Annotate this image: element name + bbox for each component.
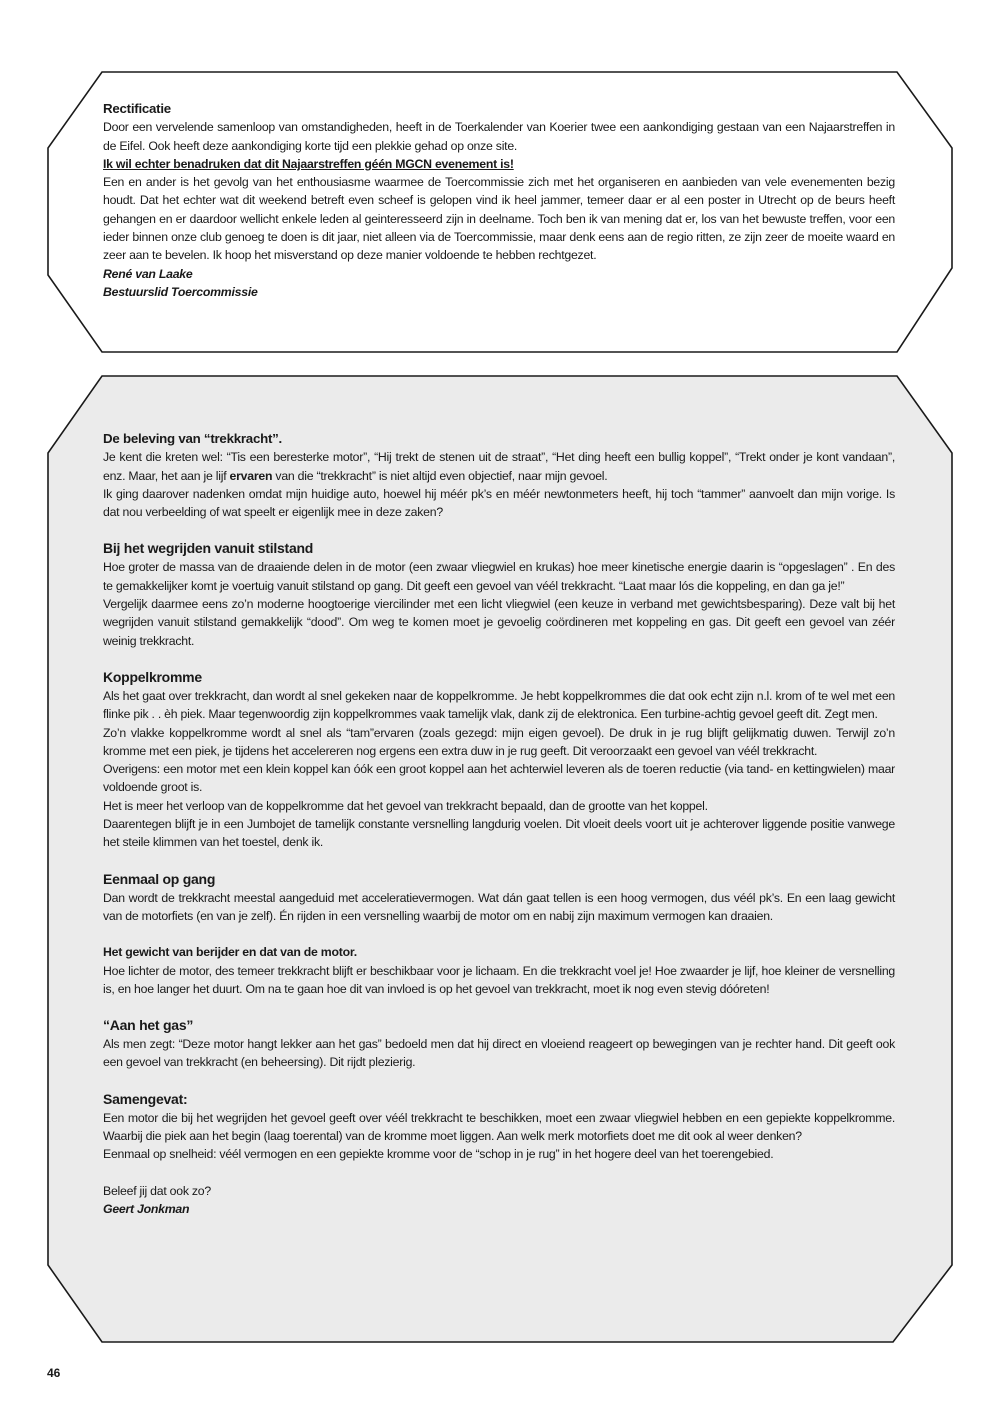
section-title-koppelkromme: Koppelkromme — [103, 668, 202, 685]
section-koppelkromme-p4: Het is meer het verloop van de koppelkromme dat het gevoel van trekkracht bepaald, dan de grootte van het koppel. — [103, 798, 708, 813]
rectificatie-title: Rectificatie — [103, 101, 171, 116]
rectificatie-paragraph-1: Door een vervelende samenloop van omstandigheden, heeft in de Toerkalender van Koerier twee een aankondiging gestaan van een Najaarstreffen in de Eifel. Ook heeft deze aankondiging korte tijd een plekkie gehad op onze site. — [103, 120, 895, 153]
article-intro-2: Ik ging daarover nadenken omdat mijn huidige auto, hoewel hij méér pk’s en méér newtonmeters heeft, hij toch “tammer” aanvoelt dan mijn vorige. Is dat nou verbeelding of wat speelt er eigenlijk mee in deze zaken? — [103, 486, 895, 520]
section-samengevat-p2: Eenmaal op snelheid: véél vermogen en een gepiekte kromme voor de “schop in je rug” in het hogere deel van het toerengebied. — [103, 1147, 774, 1162]
section-title-gewicht: Het gewicht van berijder en dat van de motor. — [103, 945, 357, 960]
intro-text-a: Je kent die kreten wel: “Tis een beresterke motor”, “Hij trekt de stenen uit de straat”, “Het ding heeft een bullig koppel”, “Trekt onder je kont vandaan”, enz. Maar, het aan je lijf — [103, 450, 895, 483]
section-koppelkromme-p2: Zo’n vlakke koppelkromme wordt al snel als “tam”ervaren (zoals gezegd: mijn eigen gevoel). De druk in je rug blijft gelijkmatig duwen. Terwijl zo’n kromme met een piek, je tijdens het accelereren nog ergens een extra duw in je rug geeft. Dit veroorzaakt een gevoel van véél trekkracht. — [103, 725, 895, 758]
section-title-samengevat: Samengevat: — [103, 1090, 188, 1107]
article-title: De beleving van “trekkracht”. — [103, 431, 282, 446]
page-number: 46 — [47, 1366, 61, 1380]
article-author: Geert Jonkman — [103, 1201, 190, 1216]
intro-bold: ervaren — [229, 468, 273, 483]
section-koppelkromme-p3: Overigens: een motor met een klein koppel kan óók een groot koppel aan het achterwiel leveren als de toeren reductie (via tand- en kettingwielen) maar voldoende groot is. — [103, 762, 895, 795]
rectificatie-emphasis: Ik wil echter benadruken dat dit Najaarstreffen géén MGCN evenement is! — [103, 156, 514, 171]
section-gas-p1: Als men zegt: “Deze motor hangt lekker aan het gas” bedoeld men dat hij direct en vloeiend reageert op bewegingen van je rechter hand. Dit geeft ook een gevoel van trekkracht (en beheersing). Dit rijdt plezierig. — [103, 1037, 895, 1070]
section-title-wegrijden: Bij het wegrijden vanuit stilstand — [103, 540, 314, 557]
section-eenmaal-p1: Dan wordt de trekkracht meestal aangeduid met acceleratievermogen. Wat dán gaat tellen is een hoog vermogen, dus véél pk’s. En een laag gewicht van de motorfiets (en van je zelf). Én rijden in een versnelling waarbij de motor om en nabij zijn maximum vermogen kan draaien. — [103, 890, 895, 923]
section-koppelkromme-p5: Daarentegen blijft je in een Jumbojet de tamelijk constante versnelling langdurig voelen. Dit vloeit deels voort uit je achterover liggende positie vanwege het steile klimmen van het toestel, denk ik. — [103, 817, 895, 850]
rectificatie-role: Bestuurslid Toercommissie — [103, 284, 258, 299]
section-koppelkromme-p1: Als het gaat over trekkracht, dan wordt al snel gekeken naar de koppelkromme. Je hebt koppelkrommes die dat ook echt zijn n.l. krom of te wel met een flinke pik . . èh piek. Maar tegenwoordig zijn koppelkrommes vaak tamelijk vlak, dank zij de elektronica. Een turbine-achtig gevoel geeft dit. Zegt men. — [103, 688, 895, 722]
section-title-gas: “Aan het gas” — [103, 1017, 194, 1034]
section-gewicht-p1: Hoe lichter de motor, des temeer trekkracht blijft er beschikbaar voor je lichaam. En die trekkracht voel je! Hoe zwaarder je lijf, hoe kleiner de versnelling is, en hoe langer het duurt. Om na te gaan hoe dit van invloed is op het gevoel van trekkracht, moet ik nog even stevig dóóreten! — [103, 963, 895, 996]
section-wegrijden-p1: Hoe groter de massa van de draaiende delen in de motor (een zwaar vliegwiel en krukas) hoe meer kinetische energie daarin is “opgeslagen” . En des te gemakkelijker komt je voertuig vanuit stilstand op gang. Dit geeft een gevoel van véél trekkracht. “Laat maar lós die koppeling, en dan ga je!” — [103, 560, 895, 593]
article-closing: Beleef jij dat ook zo? — [103, 1183, 211, 1198]
article-box — [103, 430, 895, 1218]
rectificatie-author: René van Laake — [103, 266, 193, 281]
article-intro-1 — [103, 448, 895, 485]
section-title-eenmaal: Eenmaal op gang — [103, 870, 216, 887]
section-samengevat-p1: Een motor die bij het wegrijden het gevoel geeft over véél trekkracht te beschikken, moet een zwaar vliegwiel hebben en een gepiekte koppelkromme. Waarbij die piek aan het begin (laag toerental) van de kromme moet liggen. Aan welk merk motorfiets doet me dit ook al weer denken? — [103, 1110, 895, 1144]
section-wegrijden-p2: Vergelijk daarmee eens zo’n moderne hoogtoerige viercilinder met een licht vliegwiel (een keuze in verband met gewichtsbesparing). Deze valt bij het wegrijden vanuit stilstand gemakkelijk “dood”. Om weg te komen moet je gevoelig coördineren met koppeling en gas. Dit geeft een gevoel van zéér weinig trekkracht. — [103, 597, 895, 648]
intro-text-b: van die “trekkracht” is niet altijd even objectief, naar mijn gevoel. — [272, 468, 608, 483]
rectificatie-box — [103, 100, 895, 301]
rectificatie-paragraph-2: Een en ander is het gevolg van het enthousiasme waarmee de Toercommissie zich met het organiseren en aanbieden van vele evenementen bezig houdt. Dat het echter wat dit weekend betreft even scheef is gelopen vind ik heel jammer, temeer daar er al een poster in Utrecht op de beurs heeft gehangen en er daardoor wellicht enkele leden al geinteresseerd zijn in deelname. Toch ben ik van mening dat er, los van het bewuste treffen, voor een ieder binnen onze club genoeg te doen is dit jaar, niet alleen via de Toercommissie, maar denk eens aan de regio ritten, ze zijn zeer de moeite waard en zeer aan te bevelen. Ik hoop het misverstand op deze manier voldoende te hebben rechtgezet. — [103, 175, 895, 263]
